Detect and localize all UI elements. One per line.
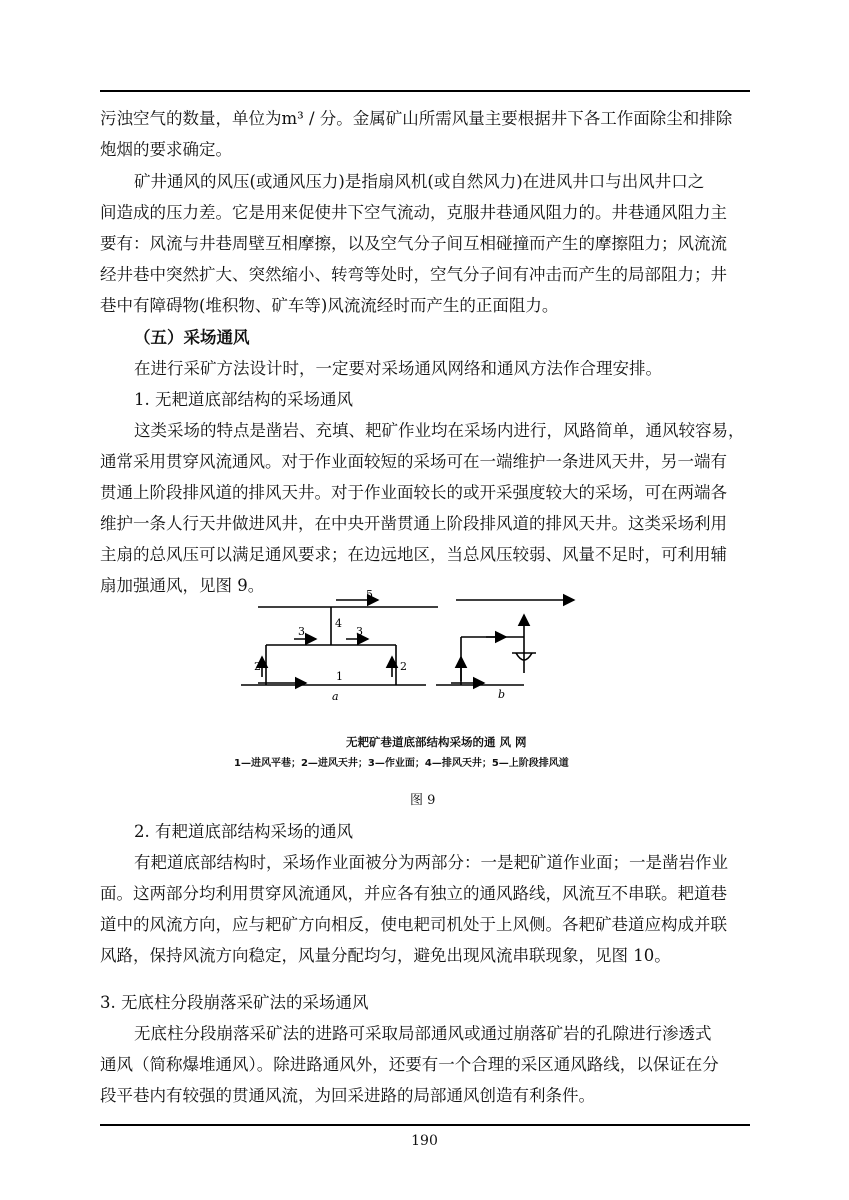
paragraph-line: 无底柱分段崩落采矿法的进路可采取局部通风或通过崩落矿岩的孔隙进行渗透式 — [134, 1024, 712, 1043]
paragraph-line: 维护一条人行天井做进风井，在中央开凿贯通上阶段排风道的排风天井。这类采场利用 — [100, 514, 727, 533]
figure-number: 图 9 — [410, 793, 436, 808]
label-a: a — [332, 690, 339, 703]
header-rule — [100, 90, 750, 92]
label-4: 4 — [335, 617, 342, 630]
paragraph-line: 经井巷中突然扩大、突然缩小、转弯等处时，空气分子间有冲击而产生的局部阻力；井 — [100, 265, 727, 284]
label-5: 5 — [366, 588, 373, 601]
paragraph-line: 矿井通风的风压(或通风压力)是指扇风机(或自然风力)在进风井口与出风井口之 — [134, 172, 705, 191]
figure-title: 无耙矿巷道底部结构采场的通 风 网 — [346, 735, 527, 749]
paragraph-line: 主扇的总风压可以满足通风要求；在边远地区，当总风压较弱、风量不足时，可利用辅 — [100, 545, 727, 564]
footer-rule — [100, 1124, 750, 1126]
paragraph-line: 通风（简称爆堆通风）。除进路通风外，还要有一个合理的采区通风路线，以保证在分 — [100, 1055, 719, 1074]
label-1: 1 — [336, 670, 343, 683]
paragraph-line: 面。这两部分均利用贯穿风流通风，并应各有独立的通风路线，风流互不串联。耙道巷 — [100, 884, 727, 903]
subsection-title: 2. 有耙道底部结构采场的通风 — [134, 822, 353, 841]
figure-legend: 1—进风平巷；2—进风天井；3—作业面；4—排风天井；5—上阶段排风道 — [234, 758, 569, 769]
paragraph-line: 污浊空气的数量，单位为m³ / 分。金属矿山所需风量主要根据井下各工作面除尘和排除 — [100, 109, 733, 128]
paragraph-line: 通常采用贯穿风流通风。对于作业面较短的采场可在一端维护一条进风天井，另一端有 — [100, 452, 727, 471]
section-heading: （五）采场通风 — [134, 328, 250, 347]
paragraph-line: 炮烟的要求确定。 — [100, 140, 232, 159]
paragraph-line: 要有：风流与井巷周壁互相摩擦，以及空气分子间互相碰撞而产生的摩擦阻力；风流流 — [100, 234, 727, 253]
paragraph-line: 间造成的压力差。它是用来促使井下空气流动，克服井巷通风阻力的。井巷通风阻力主 — [100, 203, 727, 222]
paragraph-line: 这类采场的特点是凿岩、充填、耙矿作业均在采场内进行，风路简单，通风较容易， — [134, 421, 745, 440]
label-3b: 3 — [356, 625, 363, 638]
paragraph-line: 有耙道底部结构时，采场作业面被分为两部分：一是耙矿道作业面；一是凿岩作业 — [134, 853, 728, 872]
ventilation-network-figure — [236, 585, 606, 715]
paragraph-line: 贯通上阶段排风道的排风天井。对于作业面较长的或开采强度较大的采场，可在两端各 — [100, 483, 727, 502]
paragraph-line: 段平巷内有较强的贯通风流，为回采进路的局部通风创造有利条件。 — [100, 1086, 595, 1105]
paragraph-line: 风路，保持风流方向稳定，风量分配均匀，避免出现风流串联现象，见图 10。 — [100, 946, 671, 965]
intro-line: 在进行采矿方法设计时，一定要对采场通风网络和通风方法作合理安排。 — [134, 359, 662, 378]
label-2b: 2 — [400, 660, 407, 673]
subsection-title: 3. 无底柱分段崩落采矿法的采场通风 — [100, 993, 369, 1012]
label-2a: 2 — [254, 660, 261, 673]
paragraph-line: 道中的风流方向，应与耙矿方向相反，使电耙司机处于上风侧。各耙矿巷道应构成并联 — [100, 915, 727, 934]
paragraph-line: 巷中有障碍物(堆积物、矿车等)风流流经时而产生的正面阻力。 — [100, 296, 559, 315]
subsection-title: 1. 无耙道底部结构的采场通风 — [134, 390, 353, 409]
paragraph-line: 扇加强通风，见图 9。 — [100, 576, 265, 595]
label-3a: 3 — [298, 625, 305, 638]
page-number: 190 — [411, 1133, 438, 1149]
label-b: b — [498, 688, 506, 701]
